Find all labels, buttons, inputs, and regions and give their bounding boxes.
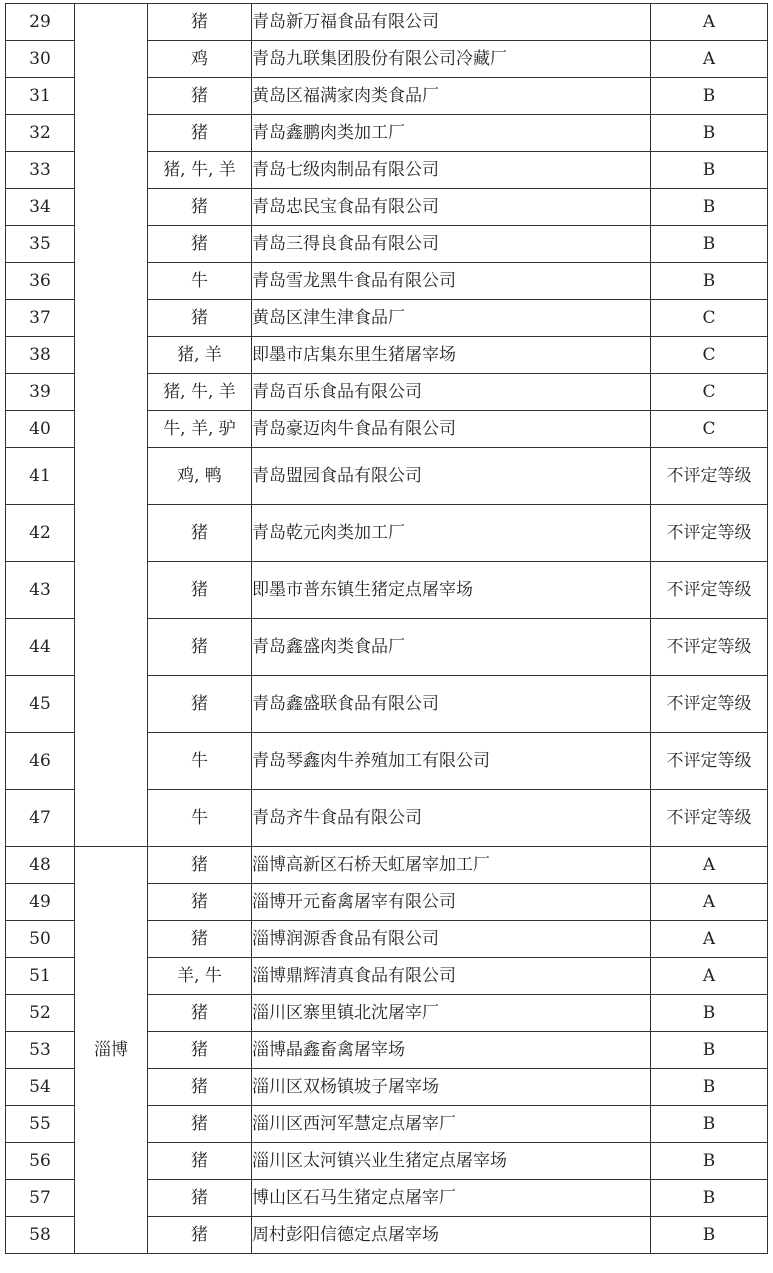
company-name: 淄博润源香食品有限公司 (252, 921, 651, 958)
table-body (6, 4, 768, 1254)
rating-grade: B (651, 263, 768, 300)
row-number: 46 (6, 733, 75, 790)
rating-grade: C (651, 300, 768, 337)
rating-grade: B (651, 152, 768, 189)
rating-grade: A (651, 884, 768, 921)
livestock-category: 猪 (148, 995, 252, 1032)
row-number: 50 (6, 921, 75, 958)
company-name: 淄博开元畜禽屠宰有限公司 (252, 884, 651, 921)
row-number: 51 (6, 958, 75, 995)
rating-grade: C (651, 411, 768, 448)
livestock-category: 鸡 (148, 41, 252, 78)
livestock-category: 猪 (148, 562, 252, 619)
row-number: 44 (6, 619, 75, 676)
rating-grade: 不评定等级 (651, 505, 768, 562)
company-name: 青岛鑫盛联食品有限公司 (252, 676, 651, 733)
rating-grade: B (651, 115, 768, 152)
company-name: 博山区石马生猪定点屠宰厂 (252, 1180, 651, 1217)
company-name: 青岛百乐食品有限公司 (252, 374, 651, 411)
row-number: 57 (6, 1180, 75, 1217)
livestock-category: 猪 (148, 847, 252, 884)
company-name: 青岛九联集团股份有限公司冷藏厂 (252, 41, 651, 78)
rating-grade: B (651, 1106, 768, 1143)
rating-grade: B (651, 1069, 768, 1106)
livestock-category: 牛 (148, 733, 252, 790)
company-name: 青岛新万福食品有限公司 (252, 4, 651, 41)
company-name: 青岛齐牛食品有限公司 (252, 790, 651, 847)
rating-grade: 不评定等级 (651, 562, 768, 619)
rating-grade: C (651, 374, 768, 411)
rating-grade: C (651, 337, 768, 374)
table-row (6, 4, 768, 41)
livestock-category: 猪 (148, 1217, 252, 1254)
rating-grade: B (651, 226, 768, 263)
livestock-category: 猪 (148, 1143, 252, 1180)
row-number: 31 (6, 78, 75, 115)
livestock-category: 猪 (148, 78, 252, 115)
row-number: 55 (6, 1106, 75, 1143)
rating-grade: 不评定等级 (651, 676, 768, 733)
rating-grade: A (651, 921, 768, 958)
livestock-category: 猪 (148, 676, 252, 733)
rating-grade: 不评定等级 (651, 790, 768, 847)
company-name: 青岛鑫盛肉类食品厂 (252, 619, 651, 676)
row-number: 36 (6, 263, 75, 300)
company-name: 青岛豪迈肉牛食品有限公司 (252, 411, 651, 448)
row-number: 34 (6, 189, 75, 226)
rating-grade: B (651, 1032, 768, 1069)
livestock-category: 猪 (148, 884, 252, 921)
slaughterhouse-rating-table (5, 3, 768, 1254)
rating-grade: B (651, 1143, 768, 1180)
livestock-category: 猪 (148, 300, 252, 337)
livestock-category: 猪 (148, 1032, 252, 1069)
row-number: 53 (6, 1032, 75, 1069)
livestock-category: 鸡, 鸭 (148, 448, 252, 505)
row-number: 32 (6, 115, 75, 152)
livestock-category: 猪 (148, 226, 252, 263)
row-number: 41 (6, 448, 75, 505)
row-number: 35 (6, 226, 75, 263)
row-number: 39 (6, 374, 75, 411)
livestock-category: 猪 (148, 4, 252, 41)
region-cell-qingdao (75, 4, 148, 847)
livestock-category: 羊, 牛 (148, 958, 252, 995)
livestock-category: 牛, 羊, 驴 (148, 411, 252, 448)
row-number: 38 (6, 337, 75, 374)
livestock-category: 猪 (148, 1106, 252, 1143)
row-number: 48 (6, 847, 75, 884)
company-name: 青岛琴鑫肉牛养殖加工有限公司 (252, 733, 651, 790)
livestock-category: 猪 (148, 189, 252, 226)
row-number: 47 (6, 790, 75, 847)
rating-grade: A (651, 4, 768, 41)
livestock-category: 猪 (148, 921, 252, 958)
livestock-category: 猪, 牛, 羊 (148, 374, 252, 411)
company-name: 周村彭阳信德定点屠宰场 (252, 1217, 651, 1254)
row-number: 33 (6, 152, 75, 189)
row-number: 49 (6, 884, 75, 921)
row-number: 29 (6, 4, 75, 41)
company-name: 青岛三得良食品有限公司 (252, 226, 651, 263)
row-number: 43 (6, 562, 75, 619)
rating-grade: B (651, 1217, 768, 1254)
rating-grade: B (651, 1180, 768, 1217)
company-name: 淄博晶鑫畜禽屠宰场 (252, 1032, 651, 1069)
rating-grade: A (651, 958, 768, 995)
company-name: 青岛乾元肉类加工厂 (252, 505, 651, 562)
livestock-category: 猪 (148, 115, 252, 152)
company-name: 淄川区双杨镇坡子屠宰场 (252, 1069, 651, 1106)
company-name: 即墨市普东镇生猪定点屠宰场 (252, 562, 651, 619)
livestock-category: 猪 (148, 1180, 252, 1217)
company-name: 淄川区寨里镇北沈屠宰厂 (252, 995, 651, 1032)
row-number: 58 (6, 1217, 75, 1254)
company-name: 淄博鼎辉清真食品有限公司 (252, 958, 651, 995)
rating-grade: B (651, 995, 768, 1032)
company-name: 黄岛区福满家肉类食品厂 (252, 78, 651, 115)
rating-grade: A (651, 847, 768, 884)
livestock-category: 牛 (148, 790, 252, 847)
company-name: 黄岛区津生津食品厂 (252, 300, 651, 337)
company-name: 青岛七级肉制品有限公司 (252, 152, 651, 189)
row-number: 52 (6, 995, 75, 1032)
row-number: 56 (6, 1143, 75, 1180)
livestock-category: 猪 (148, 505, 252, 562)
row-number: 37 (6, 300, 75, 337)
company-name: 即墨市店集东里生猪屠宰场 (252, 337, 651, 374)
company-name: 青岛盟园食品有限公司 (252, 448, 651, 505)
row-number: 45 (6, 676, 75, 733)
rating-grade: B (651, 189, 768, 226)
row-number: 30 (6, 41, 75, 78)
company-name: 淄川区西河军慧定点屠宰厂 (252, 1106, 651, 1143)
livestock-category: 猪 (148, 619, 252, 676)
rating-grade: 不评定等级 (651, 733, 768, 790)
rating-grade: 不评定等级 (651, 448, 768, 505)
company-name: 淄川区太河镇兴业生猪定点屠宰场 (252, 1143, 651, 1180)
region-cell-zibo: 淄博 (75, 847, 148, 1254)
company-name: 青岛忠民宝食品有限公司 (252, 189, 651, 226)
rating-grade: A (651, 41, 768, 78)
rating-grade: 不评定等级 (651, 619, 768, 676)
rating-grade: B (651, 78, 768, 115)
row-number: 42 (6, 505, 75, 562)
company-name: 淄博高新区石桥天虹屠宰加工厂 (252, 847, 651, 884)
livestock-category: 猪, 羊 (148, 337, 252, 374)
livestock-category: 猪, 牛, 羊 (148, 152, 252, 189)
table-row (6, 847, 768, 884)
row-number: 40 (6, 411, 75, 448)
livestock-category: 牛 (148, 263, 252, 300)
livestock-category: 猪 (148, 1069, 252, 1106)
company-name: 青岛雪龙黑牛食品有限公司 (252, 263, 651, 300)
row-number: 54 (6, 1069, 75, 1106)
company-name: 青岛鑫鹏肉类加工厂 (252, 115, 651, 152)
